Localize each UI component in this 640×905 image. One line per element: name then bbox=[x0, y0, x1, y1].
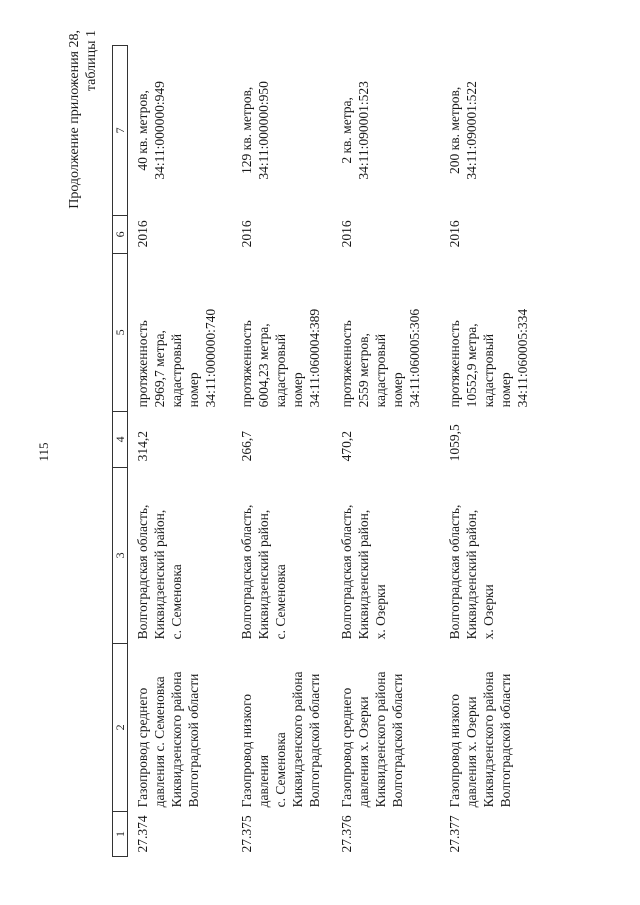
column-header: 6 bbox=[113, 215, 128, 253]
object-description-line: номер bbox=[390, 372, 405, 408]
object-location-line: Киквидзенский район, bbox=[464, 509, 479, 640]
object-description-line: кадастровый bbox=[373, 333, 388, 408]
column-header: 1 bbox=[113, 811, 128, 856]
object-name-cell bbox=[128, 643, 233, 811]
object-description-line: 10552,9 метра, bbox=[464, 323, 479, 408]
land-area-cell bbox=[128, 45, 233, 215]
object-name-line: Газопровод низкого bbox=[239, 693, 254, 808]
object-value-cell: 314,2 bbox=[135, 431, 150, 462]
object-description-cell bbox=[128, 253, 233, 411]
object-name-line: Газопровод среднего bbox=[339, 687, 354, 808]
row-number-cell: 27.376 bbox=[339, 815, 354, 853]
object-year-cell: 2016 bbox=[339, 220, 354, 248]
land-area-line: 40 кв. метров, bbox=[135, 90, 150, 171]
column-header: 7 bbox=[113, 45, 128, 215]
object-description-line: кадастровый bbox=[481, 333, 496, 408]
object-location-line: Волгоградская область, bbox=[239, 504, 254, 640]
object-description-line: кадастровый bbox=[169, 333, 184, 408]
object-location-cell bbox=[332, 467, 440, 643]
column-header: 3 bbox=[113, 467, 128, 643]
object-name-line: Киквидзенского района bbox=[373, 671, 388, 808]
object-description-line: 2559 метров, bbox=[356, 333, 371, 408]
object-description-line: номер bbox=[186, 372, 201, 408]
land-area-line: 2 кв. метра, bbox=[339, 97, 354, 164]
column-header: 2 bbox=[113, 643, 128, 811]
land-area-cell bbox=[332, 45, 440, 215]
land-area-line: 34:11:090001:523 bbox=[356, 81, 371, 180]
object-name-line: Волгоградской области bbox=[390, 673, 405, 808]
object-description-line: 34:11:060005:334 bbox=[515, 308, 530, 408]
object-description-line: протяженность bbox=[447, 320, 462, 408]
object-location-line: с. Семеновка bbox=[273, 564, 288, 640]
row-number-cell: 27.377 bbox=[447, 815, 462, 853]
object-location-line: Киквидзенский район, bbox=[152, 509, 167, 640]
object-description-line: 34:11:060005:306 bbox=[407, 308, 422, 408]
object-name-cell bbox=[232, 643, 332, 811]
land-area-line: 34:11:000000:949 bbox=[152, 81, 167, 180]
table-caption bbox=[66, 30, 100, 209]
object-location-line: Киквидзенский район, bbox=[256, 509, 271, 640]
object-description-line: протяженность bbox=[135, 320, 150, 408]
object-name-line: давления с. Семеновка bbox=[152, 676, 167, 808]
object-description-cell bbox=[232, 253, 332, 411]
object-name-line: Киквидзенского района bbox=[169, 671, 184, 808]
object-description-line: 34:11:060004:389 bbox=[307, 308, 322, 408]
appendix-table bbox=[112, 45, 548, 857]
table-row bbox=[232, 45, 332, 856]
object-name-cell bbox=[332, 643, 440, 811]
object-name-line: давления х. Озерки bbox=[464, 696, 479, 808]
object-description-line: протяженность bbox=[239, 320, 254, 408]
land-area-line: 34:11:000000:950 bbox=[256, 81, 271, 180]
object-location-line: х. Озерки bbox=[373, 584, 388, 640]
object-location-line: Киквидзенский район, bbox=[356, 509, 371, 640]
object-value-cell: 266,7 bbox=[239, 431, 254, 462]
object-location-line: Волгоградская область, bbox=[135, 504, 150, 640]
object-name-line: с. Семеновка bbox=[273, 732, 288, 808]
land-area-cell bbox=[232, 45, 332, 215]
object-year-cell: 2016 bbox=[239, 220, 254, 248]
caption-line-1: Продолжение приложения 28, bbox=[67, 30, 82, 209]
object-description-line: номер bbox=[290, 372, 305, 408]
table-row bbox=[440, 45, 548, 856]
object-value-cell: 1059,5 bbox=[447, 424, 462, 462]
object-location-cell bbox=[440, 467, 548, 643]
land-area-line: 129 кв. метров, bbox=[239, 86, 254, 174]
object-name-line: Киквидзенского района bbox=[290, 671, 305, 808]
caption-line-2: таблицы 1 bbox=[84, 30, 99, 92]
object-name-cell bbox=[440, 643, 548, 811]
object-name-line: давления bbox=[256, 754, 271, 808]
table-body bbox=[113, 45, 549, 856]
object-name-line: давления х. Озерки bbox=[356, 696, 371, 808]
page-number: 115 bbox=[36, 442, 51, 462]
object-location-cell bbox=[232, 467, 332, 643]
object-name-line: Газопровод низкого bbox=[447, 693, 462, 808]
object-description-cell bbox=[332, 253, 440, 411]
object-location-line: с. Семеновка bbox=[169, 564, 184, 640]
object-description-line: 6004,23 метра, bbox=[256, 323, 271, 408]
object-name-line: Волгоградской области bbox=[307, 673, 322, 808]
object-description-line: 2969,7 метра, bbox=[152, 330, 167, 408]
land-area-cell bbox=[440, 45, 548, 215]
row-number-cell: 27.375 bbox=[239, 815, 254, 853]
object-location-line: Волгоградская область, bbox=[339, 504, 354, 640]
object-value-cell: 470,2 bbox=[339, 431, 354, 462]
object-location-line: Волгоградская область, bbox=[447, 504, 462, 640]
land-area-line: 34:11:090001:522 bbox=[464, 81, 479, 180]
table-row bbox=[128, 45, 233, 856]
object-description-line: номер bbox=[498, 372, 513, 408]
object-description-line: 34:11:000000:740 bbox=[203, 308, 218, 408]
object-year-cell: 2016 bbox=[135, 220, 150, 248]
object-name-line: Газопровод среднего bbox=[135, 687, 150, 808]
column-header: 5 bbox=[113, 253, 128, 411]
object-description-line: кадастровый bbox=[273, 333, 288, 408]
object-name-line: Волгоградской области bbox=[186, 673, 201, 808]
object-location-cell bbox=[128, 467, 233, 643]
object-name-line: Волгоградской области bbox=[498, 673, 513, 808]
object-location-line: х. Озерки bbox=[481, 584, 496, 640]
object-name-line: Киквидзенского района bbox=[481, 671, 496, 808]
land-area-line: 200 кв. метров, bbox=[447, 86, 462, 174]
row-number-cell: 27.374 bbox=[135, 815, 150, 853]
object-description-line: протяженность bbox=[339, 320, 354, 408]
column-header: 4 bbox=[113, 411, 128, 467]
object-year-cell: 2016 bbox=[447, 220, 462, 248]
table-row bbox=[332, 45, 440, 856]
header-row bbox=[113, 45, 128, 856]
object-description-cell bbox=[440, 253, 548, 411]
